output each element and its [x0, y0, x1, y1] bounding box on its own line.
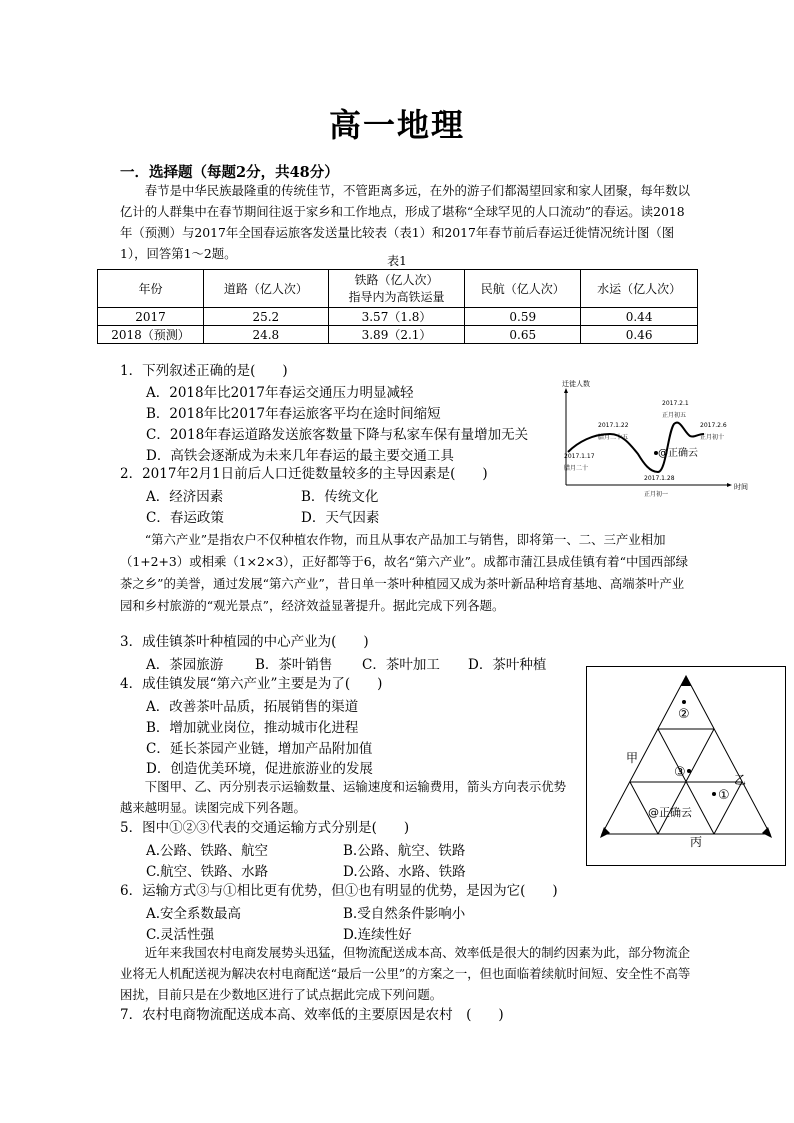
figure1-x-arrow — [727, 483, 732, 487]
question-4-option-a: A．改善茶叶品质，拓展销售的渠道 — [146, 699, 359, 715]
question-5-option-b: B.公路、航空、铁路 — [343, 843, 466, 859]
question-4-option-d: D．创造优美环境，促进旅游业的发展 — [146, 761, 373, 777]
figure2-point-3 — [687, 769, 691, 773]
question-5-option-d: D.公路、水路、铁路 — [343, 864, 466, 880]
table-cell: 0.59 — [465, 308, 581, 326]
figure2-mark-1: ① — [718, 788, 730, 803]
question-5-option-a: A.公路、铁路、航空 — [146, 843, 269, 859]
table-header-cell: 年份 — [98, 270, 204, 308]
table-header-cell — [328, 270, 465, 308]
table-cell: 24.8 — [203, 326, 328, 344]
question-5-option-c: C.航空、铁路、水路 — [146, 864, 269, 880]
figure1-date-label: 2017.2.6 — [700, 422, 727, 429]
figure2-side-a-label: 甲 — [626, 751, 639, 765]
figure1-date-label: 2017.1.22 — [598, 422, 629, 429]
figure1-lunar-label: 正月初五 — [662, 412, 687, 419]
question-6-option-b: B.受自然条件影响小 — [343, 906, 466, 922]
question-2-option-a: A．经济因素 — [146, 489, 224, 505]
question-6-stem: 6．运输方式③与①相比更有优势，但①也有明显的优势，是因为它( ) — [120, 883, 558, 899]
figure1-date-label: 2017.1.17 — [564, 453, 595, 460]
question-6-option-c: C.灵活性强 — [146, 927, 215, 943]
passage-sixth-industry: “第六产业”是指农户不仅种植农作物，而且从事农产品加工与销售，即将第一、二、三产业相加（1+2+3）或相乘（1×2×3），正好都等于6，故名“第六产业”。成都市蒲江县成佳镇有着“中国西部绿茶之乡”的美誉，通过发展“第六产业”，昔日单一茶叶种植园又成为茶叶新品种培育基地、高端茶叶产业园和乡村旅游的“观光景点”，经济效益显著提升。据此完成下列各题。 — [120, 532, 688, 613]
table-cell: 2017 — [98, 308, 204, 326]
passage-rural-ecommerce: 近年来我国农村电商发展势头迅猛，但物流配送成本高、效率低是很大的制约因素为此，部分物流企业将无人机配送视为解决农村电商配送“最后一公里”的方案之一，但也面临着续航时间短、安全性不高等困扰，目前只是在少数地区进行了试点据此完成下列问题。 — [120, 945, 691, 1002]
figure1-lunar-label: 正月初十 — [700, 434, 725, 441]
question-4-stem: 4．成佳镇发展“第六产业”主要是为了( ) — [120, 676, 383, 692]
question-1-option-d: D．高铁会逐渐成为未来几年春运的最主要交通工具 — [146, 448, 454, 464]
figure2-apex-arrow — [681, 676, 691, 686]
question-6-option-d: D.连续性好 — [343, 927, 412, 943]
figure1-watermark: @正确云 — [658, 448, 698, 459]
question-3-option-a: A．茶园旅游 — [146, 657, 224, 673]
figure2-point-1 — [712, 792, 716, 796]
question-1-option-b: B．2018年比2017年春运旅客平均在途时间缩短 — [146, 406, 441, 422]
question-2-option-b: B．传统文化 — [301, 489, 379, 505]
figure1-ylabel: 迁徙人数 — [562, 380, 590, 388]
question-1-option-a: A．2018年比2017年春运交通压力明显减轻 — [146, 385, 414, 401]
figure2-mark-2: ② — [678, 707, 690, 722]
figure2-right-arrow — [762, 827, 772, 838]
table-header-cell: 水运（亿人次） — [581, 270, 698, 308]
table-header-rail-note: 指导内为高铁运量 — [348, 289, 445, 304]
question-2-option-c: C．春运政策 — [146, 510, 224, 526]
figure1-y-arrow — [564, 388, 568, 393]
passage-spring-festival: 春节是中华民族最隆重的传统佳节，不管距离多远，在外的游子们都渴望回家和家人团聚，每年数以亿计的人群集中在春节期间往返于家乡和工作地点，形成了堪称“全球罕见的人口流动”的春运。读2018年（预测）与2017年全国春运旅客发送量比较表（表1）和2017年春节前后春运迁徙情况统计图（图1），回答第1～2题。 — [120, 183, 690, 261]
question-1-stem: 1．下列叙述正确的是( ) — [120, 363, 288, 379]
table-cell: 2018（预测） — [98, 326, 204, 344]
figure2-point-2 — [682, 700, 686, 704]
table-cell: 3.89（2.1） — [328, 326, 465, 344]
figure1-xlabel: 时间 — [734, 483, 748, 491]
table-cell: 0.44 — [581, 308, 698, 326]
question-3-option-b: B．茶叶销售 — [255, 657, 333, 673]
question-3-option-c: C．茶叶加工 — [362, 657, 440, 673]
question-3-option-d: D．茶叶种植 — [468, 657, 547, 673]
figure1-lunar-label: 腊月二十五 — [598, 434, 629, 441]
figure2-transport-triangle — [586, 666, 786, 866]
table-cell: 3.57（1.8） — [328, 308, 465, 326]
question-5-stem: 5．图中①②③代表的交通运输方式分别是( ) — [120, 820, 410, 836]
table-header-row — [98, 270, 698, 308]
figure1-migration-chart — [558, 372, 758, 500]
figure2-left-arrow — [600, 827, 610, 838]
table-header-cell: 民航（亿人次） — [465, 270, 581, 308]
figure1-lunar-label: 正月初一 — [644, 491, 669, 498]
table1 — [97, 269, 698, 344]
question-4-option-c: C．延长茶园产业链，增加产品附加值 — [146, 741, 373, 757]
question-4-option-b: B．增加就业岗位，推动城市化进程 — [146, 720, 359, 736]
question-2-option-d: D．天气因素 — [301, 510, 380, 526]
figure1-date-label: 2017.2.1 — [662, 400, 689, 407]
table-cell: 0.46 — [581, 326, 698, 344]
question-3-stem: 3．成佳镇茶叶种植园的中心产业为( ) — [120, 634, 369, 650]
table1-caption: 表1 — [387, 254, 407, 268]
section-heading: 一．选择题（每题2分，共48分） — [120, 164, 339, 181]
table-row — [98, 308, 698, 326]
figure1-lunar-label: 腊月二十 — [564, 465, 589, 472]
figure2-side-b-label: 乙 — [734, 773, 747, 787]
question-1-option-c: C．2018年春运道路发送旅客数量下降与私家车保有量增加无关 — [146, 427, 529, 443]
figure1-date-label: 2017.1.28 — [644, 475, 675, 482]
question-7-stem: 7．农村电商物流配送成本高、效率低的主要原因是农村 ( ) — [120, 1007, 504, 1023]
question-2-stem: 2．2017年2月1日前后人口迁徙数量较多的主导因素是( ) — [120, 466, 488, 482]
figure2-watermark: @正确云 — [648, 806, 692, 819]
question-6-option-a: A.安全系数最高 — [146, 906, 242, 922]
figure2-mark-3: ③ — [674, 765, 686, 780]
figure2-side-c-label: 丙 — [690, 835, 703, 849]
table-header-cell: 道路（亿人次） — [203, 270, 328, 308]
table-row — [98, 326, 698, 344]
table-cell: 25.2 — [203, 308, 328, 326]
table-header-rail: 铁路（亿人次） — [354, 272, 439, 287]
page-title: 高一地理 — [328, 106, 465, 144]
table-cell: 0.65 — [465, 326, 581, 344]
figure2-frame — [587, 667, 786, 866]
passage-transport-diagram: 下图甲、乙、丙分别表示运输数量、运输速度和运输费用，箭头方向表示优势越来越明显。读图完成下列各题。 — [120, 779, 567, 815]
